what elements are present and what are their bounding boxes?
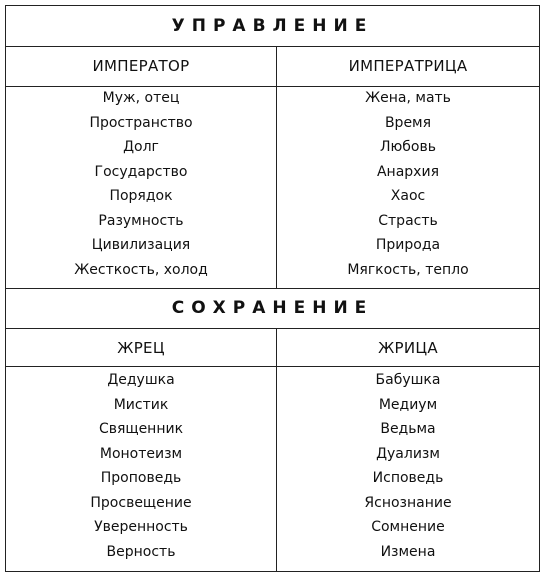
list-item: Мягкость, тепло (347, 261, 469, 278)
list-item: Измена (380, 543, 436, 560)
column-header-priest: ЖРЕЦ (117, 339, 165, 357)
list-item: Верность (106, 543, 176, 560)
list-item: Проповедь (100, 470, 182, 486)
list-item: Разумность (98, 212, 184, 229)
list-item: Яснознание (364, 494, 452, 511)
list-item: Медиум (378, 396, 438, 413)
list-item: Природа (375, 237, 441, 253)
list-item: Уверенность (94, 519, 188, 535)
list-item: Муж, отец (102, 90, 180, 106)
list-item: Любовь (379, 139, 436, 155)
comparison-table (5, 5, 540, 572)
column-divider (276, 328, 277, 571)
list-item: Цивилизация (91, 237, 191, 253)
priestess-list (277, 368, 539, 564)
column-header-emperor: ИМПЕРАТОР (92, 57, 190, 75)
list-item: Хаос (390, 188, 426, 204)
list-item: Мистик (113, 396, 169, 413)
priest-list (6, 368, 276, 564)
list-item: Ведьма (380, 421, 436, 437)
column-header-empress: ИМПЕРАТРИЦА (348, 57, 468, 75)
list-item: Бабушка (375, 372, 441, 388)
list-item: Время (384, 114, 432, 131)
divider (6, 366, 539, 367)
section-title-preservation: СОХРАНЕНИЕ (171, 298, 374, 318)
list-item: Исповедь (372, 470, 444, 486)
list-item: Пространство (89, 114, 193, 131)
column-header-priestess: ЖРИЦА (378, 339, 438, 357)
emperor-list (6, 86, 276, 282)
list-item: Дедушка (107, 372, 175, 388)
list-item: Просвещение (90, 494, 192, 511)
list-item: Жесткость, холод (74, 261, 208, 278)
section-title-governance: УПРАВЛЕНИЕ (171, 16, 374, 36)
list-item: Анархия (376, 163, 439, 180)
empress-list (277, 86, 539, 282)
list-item: Порядок (109, 188, 173, 204)
column-divider (276, 46, 277, 288)
list-item: Страсть (378, 212, 438, 229)
list-item: Долг (123, 139, 159, 155)
list-item: Сомнение (371, 519, 445, 535)
list-item: Священник (98, 421, 184, 437)
list-item: Жена, мать (365, 90, 451, 106)
list-item: Дуализм (376, 445, 440, 462)
list-item: Монотеизм (99, 445, 183, 462)
list-item: Государство (94, 163, 188, 180)
